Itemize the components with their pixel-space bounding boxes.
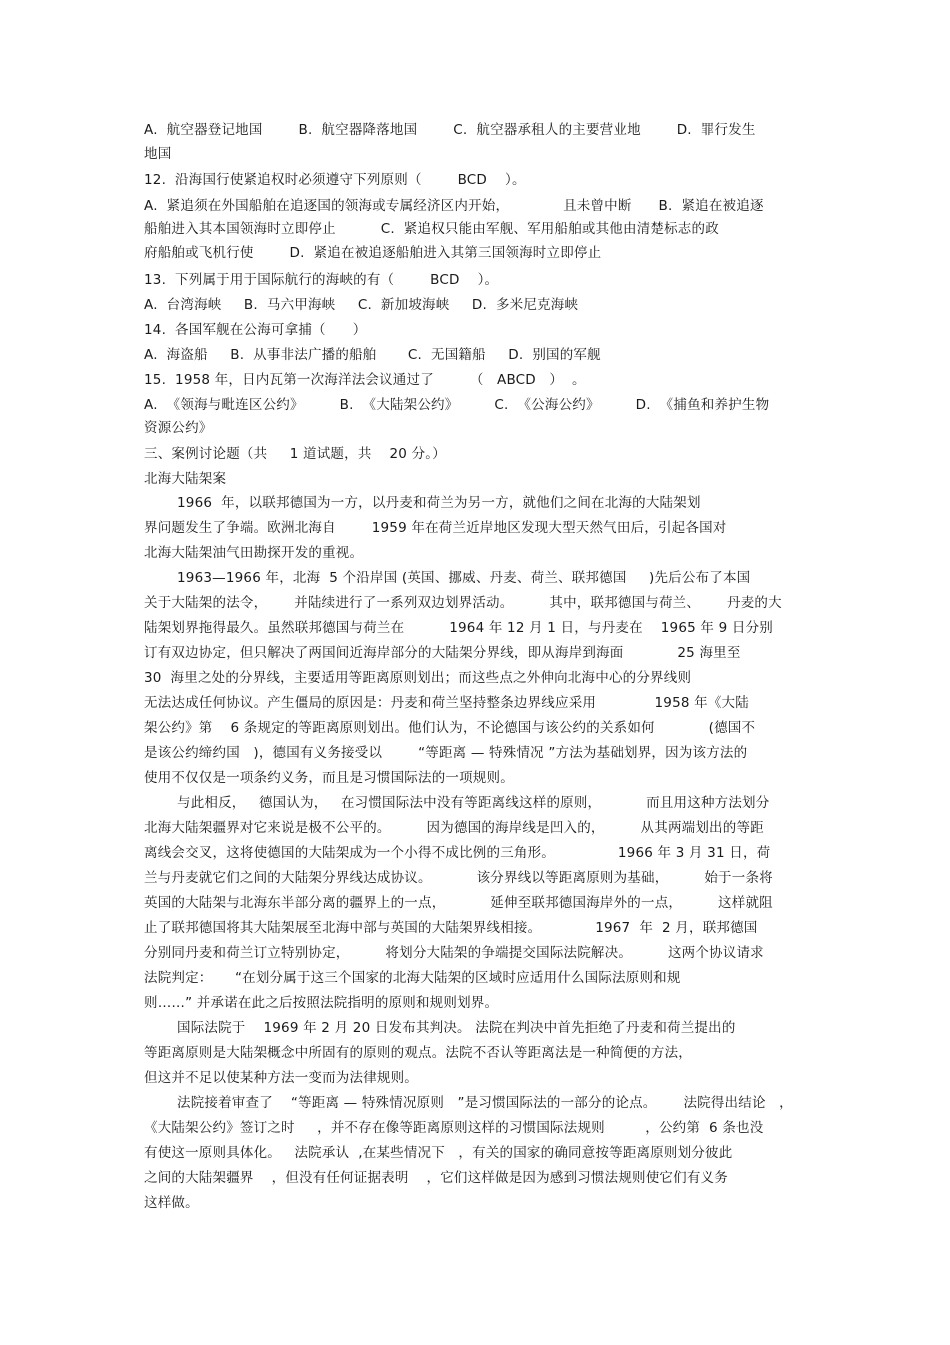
question-13-options: A. 台湾海峡 B. 马六甲海峡 C. 新加坡海峡 D. 多米尼克海峡 — [144, 297, 579, 313]
question-14: 14. 各国军舰在公海可拿捕（ ） — [144, 322, 367, 338]
paragraph-line: 则……” 并承诺在此之后按照法院指明的原则和规则划界。 — [144, 995, 499, 1011]
question-13: 13. 下列属于用于国际航行的海峡的有（ BCD ）。 — [144, 272, 499, 288]
section-heading: 三、案例讨论题（共 1 道试题，共 20 分。） — [144, 446, 446, 462]
paragraph-line: 北海大陆架油气田勘探开发的重视。 — [144, 545, 364, 561]
paragraph-line: 1966 年，以联邦德国为一方，以丹麦和荷兰为另一方，就他们之间在北海的大陆架划 — [177, 495, 701, 511]
paragraph-line: 之间的大陆架疆界 ，但没有任何证据表明 ，它们这样做是因为感到习惯法规则使它们有义务 — [144, 1170, 728, 1186]
question-15: 15. 1958 年，日内瓦第一次海洋法会议通过了 （ ABCD ） 。 — [144, 372, 586, 388]
question-12-options-continued: 府船舶或飞机行使 D. 紧追在被追逐船舶进入其第三国领海时立即停止 — [144, 245, 602, 261]
paragraph-line: 有使这一原则具体化。 法院承认 ,在某些情况下 ，有关的国家的确同意按等距离原则划分彼此 — [144, 1145, 733, 1161]
question-12-options: A. 紧追须在外国船舶在追逐国的领海或专属经济区内开始， 且未曾中断 B. 紧追在被追逐 — [144, 198, 764, 214]
paragraph-line: 止了联邦德国将其大陆架展至北海中部与英国的大陆架界线相接。 1967 年 2 月，联邦德国 — [144, 920, 758, 936]
paragraph-line: 国际法院于 1969 年 2 月 20 日发布其判决。 法院在判决中首先拒绝了丹麦和荷兰提出的 — [177, 1020, 736, 1036]
paragraph-line: 北海大陆架疆界对它来说是极不公平的。 因为德国的海岸线是凹入的， 从其两端划出的等距 — [144, 820, 764, 836]
paragraph-line: 关于大陆架的法令， 并陆续进行了一系列双边划界活动。 其中，联邦德国与荷兰、 丹麦的大 — [144, 595, 782, 611]
paragraph-line: 离线会交叉，这将使德国的大陆架成为一个小得不成比例的三角形。 1966 年 3 月 31 日，荷 — [144, 845, 771, 861]
question-12-options-continued: 船舶进入其本国领海时立即停止 C. 紧追权只能由军舰、军用船舶或其他由清楚标志的政 — [144, 221, 719, 237]
paragraph-line: 这样做。 — [144, 1195, 199, 1211]
paragraph-line: 《大陆架公约》签订之时 ，并不存在像等距离原则这样的习惯国际法规则 ，公约第 6 条也没 — [144, 1120, 764, 1136]
question-15-options: A. 《领海与毗连区公约》 B. 《大陆架公约》 C. 《公海公约》 D. 《捕鱼和养护生物 — [144, 397, 770, 413]
paragraph-line: 陆架划界拖得最久。虽然联邦德国与荷兰在 1964 年 12 月 1 日，与丹麦在 1965 年 9 日分别 — [144, 620, 773, 636]
case-title: 北海大陆架案 — [144, 471, 227, 487]
paragraph-line: 法院判定： “在划分属于这三个国家的北海大陆架的区域时应适用什么国际法原则和规 — [144, 970, 681, 986]
paragraph-line: 使用不仅仅是一项条约义务，而且是习惯国际法的一项规则。 — [144, 770, 514, 786]
paragraph-line: 兰与丹麦就它们之间的大陆架分界线达成协议。 该分界线以等距离原则为基础， 始于一条将 — [144, 870, 773, 886]
paragraph-line: 法院接着审查了 “等距离 — 特殊情况原则 ”是习惯国际法的一部分的论点。 法院得出结论 ， — [177, 1095, 793, 1111]
paragraph-line: 但这并不足以使某种方法一变而为法律规则。 — [144, 1070, 418, 1086]
paragraph-line: 无法达成任何协议。产生僵局的原因是：丹麦和荷兰坚持整条边界线应采用 1958 年《大陆 — [144, 695, 749, 711]
question-12: 12. 沿海国行使紧追权时必须遵守下列原则（ BCD ）。 — [144, 172, 526, 188]
paragraph-line: 与此相反， 德国认为， 在习惯国际法中没有等距离线这样的原则， 而且用这种方法划分 — [177, 795, 770, 811]
paragraph-line: 30 海里之处的分界线，主要适用等距离原则划出；而这些点之外伸向北海中心的分界线则 — [144, 670, 692, 686]
question-14-options: A. 海盗船 B. 从事非法广播的船舶 C. 无国籍船 D. 别国的军舰 — [144, 347, 601, 363]
paragraph-line: 架公约》第 6 条规定的等距离原则划出。他们认为，不论德国与该公约的关系如何 (德国不 — [144, 720, 756, 736]
paragraph-line: 英国的大陆架与北海东半部分离的疆界上的一点， 延伸至联邦德国海岸外的一点， 这样就阻 — [144, 895, 773, 911]
option-line-continued: 地国 — [144, 146, 172, 162]
option-line: A. 航空器登记地国 B. 航空器降落地国 C. 航空器承租人的主要营业地 D. 罪行发生 — [144, 122, 756, 138]
paragraph-line: 分别同丹麦和荷兰订立特别协定， 将划分大陆架的争端提交国际法院解决。 这两个协议请求 — [144, 945, 764, 961]
paragraph-line: 订有双边协定，但只解决了两国间近海岸部分的大陆架分界线，即从海岸到海面 25 海里至 — [144, 645, 741, 661]
paragraph-line: 1963—1966 年，北海 5 个沿岸国 (英国、挪威、丹麦、荷兰、联邦德国 )先后公布了本国 — [177, 570, 751, 586]
paragraph-line: 等距离原则是大陆架概念中所固有的原则的观点。法院不否认等距离法是一种简便的方法， — [144, 1045, 692, 1061]
paragraph-line: 界问题发生了争端。欧洲北海自 1959 年在荷兰近岸地区发现大型天然气田后，引起各国对 — [144, 520, 727, 536]
paragraph-line: 是该公约缔约国 )，德国有义务接受以 “等距离 — 特殊情况 ”方法为基础划界，因为该方法的 — [144, 745, 748, 761]
question-15-options-continued: 资源公约》 — [144, 420, 213, 436]
